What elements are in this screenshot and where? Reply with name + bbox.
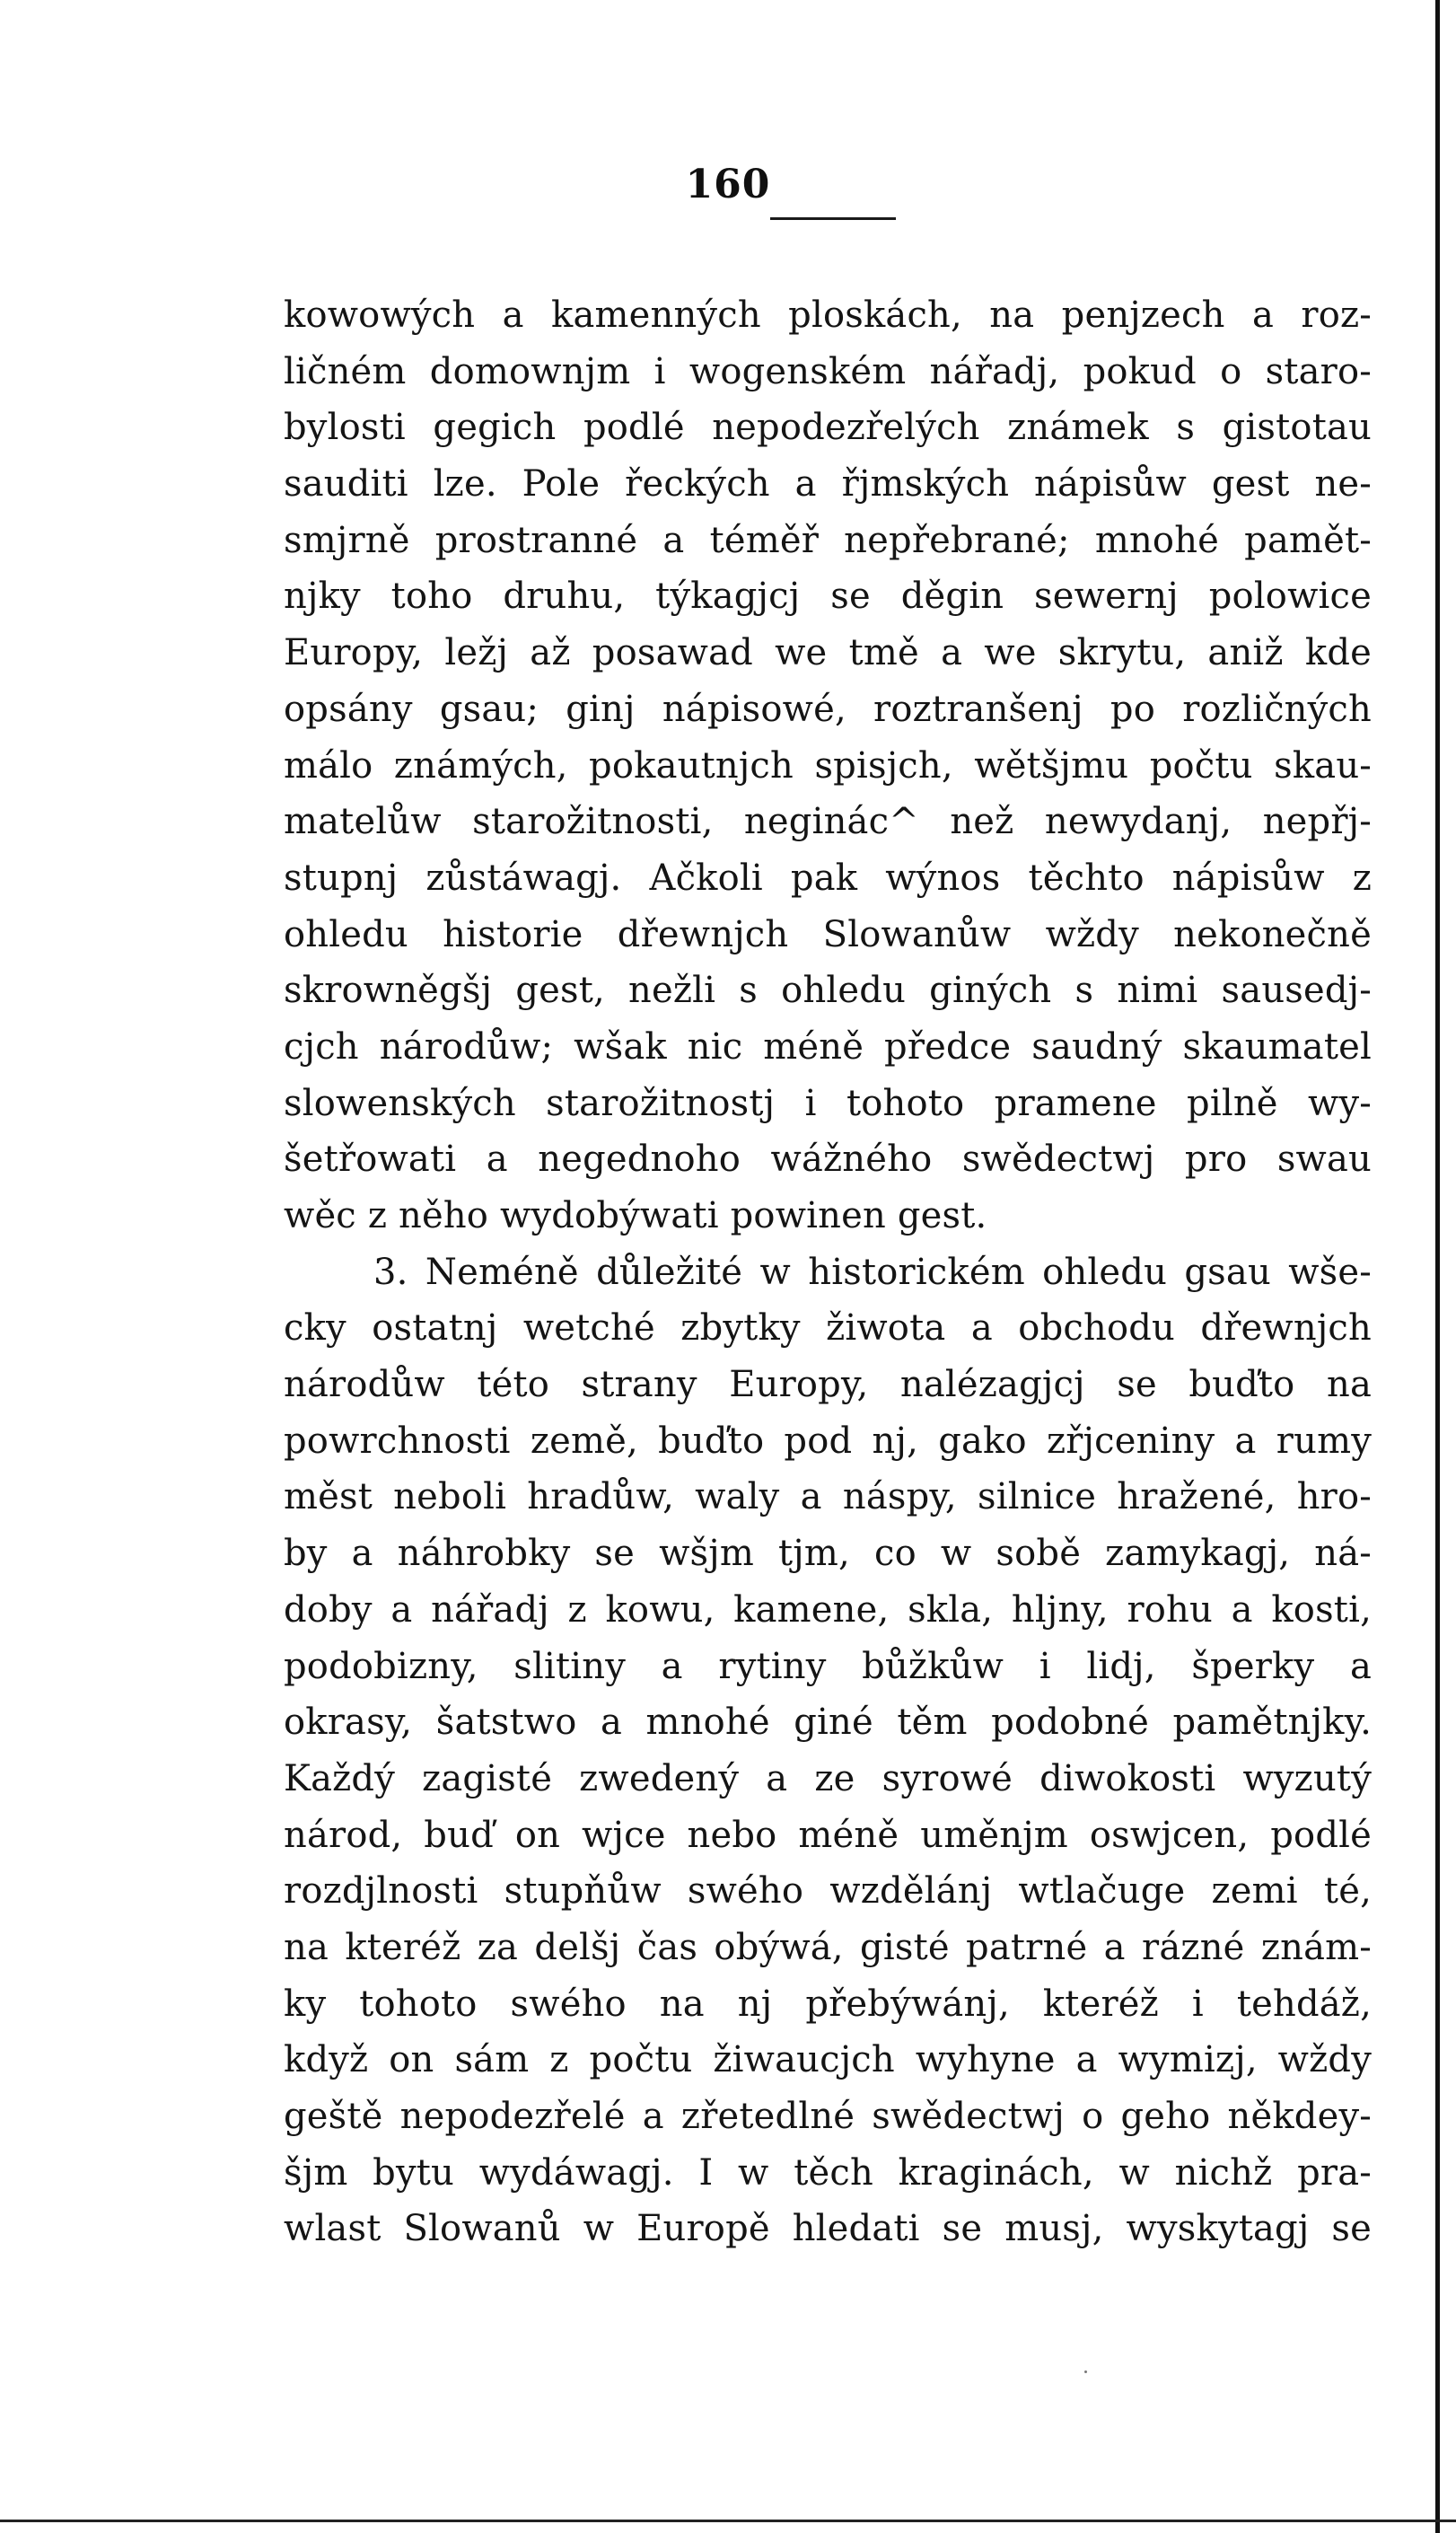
text-line: na kteréž za delšj čas obýwá, gisté patrné a rázné znám- xyxy=(284,1926,1372,1968)
text-line: ky tohoto swého na nj přebýwánj, kteréž i tehdáž, xyxy=(284,1983,1372,2025)
text-line: cky ostatnj wetché zbytky žiwota a obchodu dřewnjch xyxy=(284,1307,1372,1350)
text-line: šetřowati a negednoho wážného swědectwj pro swau xyxy=(284,1139,1372,1181)
text-line: okrasy, šatstwo a mnohé giné těm podobné pamětnjky. xyxy=(284,1702,1372,1744)
text-line: powrchnosti země, buďto pod nj, gako zřjceniny a rumy xyxy=(284,1420,1372,1462)
text-line: wlast Slowanů w Europě hledati se musj, wyskytagj se xyxy=(284,2208,1372,2250)
text-line: cjch národůw; wšak nic méně předce saudný skaumatel xyxy=(284,1025,1372,1068)
text-line: bylosti gegich podlé nepodezřelých známek s gistotau xyxy=(284,407,1372,449)
text-line: skrowněgšj gest, nežli s ohledu giných s nimi sausedj- xyxy=(284,970,1372,1012)
body-text xyxy=(284,287,1372,2257)
text-line: geště nepodezřelé a zřetedlné swědectwj o geho někdey- xyxy=(284,2096,1372,2137)
page-edge-bottom xyxy=(0,2520,1456,2522)
text-line: njky toho druhu, týkagjcj se děgin sewernj polowice xyxy=(284,576,1372,618)
text-line: smjrně prostranné a téměř nepřebrané; mnohé pamět- xyxy=(284,519,1372,561)
text-line: podobizny, slitiny a rytiny bůžkůw i lidj, šperky a xyxy=(284,1645,1372,1687)
page-number: 160 xyxy=(685,162,771,207)
text-line: kowowých a kamenných ploskách, na penjzech a roz- xyxy=(284,295,1372,336)
text-line: opsány gsau; ginj nápisowé, roztranšenj po rozličných xyxy=(284,688,1372,730)
text-line: rozdjlnosti stupňůw swého wzdělánj wtlačuge zemi té, xyxy=(284,1870,1372,1913)
paragraph-start-line: 3. Neméně důležité w historickém ohledu gsau wše- xyxy=(373,1251,1372,1293)
text-line: sauditi lze. Pole řeckých a řjmských nápisůw gest ne- xyxy=(284,463,1372,506)
paper-speck xyxy=(1084,2370,1087,2373)
text-line: doby a nářadj z kowu, kamene, skla, hljny, rohu a kosti, xyxy=(284,1588,1372,1631)
text-line: slowenských starožitnostj i tohoto pramene pilně wy- xyxy=(284,1082,1372,1124)
text-line: by a náhrobky se wšjm tjm, co w sobě zamykagj, ná- xyxy=(284,1533,1372,1575)
text-line: Europy, ležj až posawad we tmě a we skrytu, aniž kde xyxy=(284,632,1372,674)
text-line: ličném domownjm i wogenském nářadj, pokud o staro- xyxy=(284,350,1372,392)
text-line: národůw této strany Europy, nalézagjcj se buďto na xyxy=(284,1364,1372,1406)
text-line: národ, buď on wjce nebo méně uměnjm oswjcen, podlé xyxy=(284,1814,1372,1856)
text-line: Každý zagisté zwedený a ze syrowé diwokosti wyzutý xyxy=(284,1757,1372,1799)
text-line: šjm bytu wydáwagj. I w těch kraginách, w nichž pra- xyxy=(284,2151,1372,2194)
page-edge-right xyxy=(1435,0,1440,2533)
text-line: málo známých, pokautnjch spisjch, wětšjmu počtu skau- xyxy=(284,744,1372,787)
text-line: měst neboli hradůw, waly a náspy, silnice hražené, hro- xyxy=(284,1476,1372,1518)
page-number-rule xyxy=(770,217,896,220)
text-line: když on sám z počtu žiwaucjch wyhyne a wymizj, wždy xyxy=(284,2039,1372,2081)
text-line: matelůw starožitnosti, neginác^ než newydanj, nepřj- xyxy=(284,801,1372,843)
text-line: ohledu historie dřewnjch Slowanůw wždy nekonečně xyxy=(284,913,1372,955)
text-line: stupnj zůstáwagj. Ačkoli pak wýnos těchto nápisůw z xyxy=(284,857,1372,899)
text-line: wěc z něho wydobýwati powinen gest. xyxy=(284,1195,987,1236)
